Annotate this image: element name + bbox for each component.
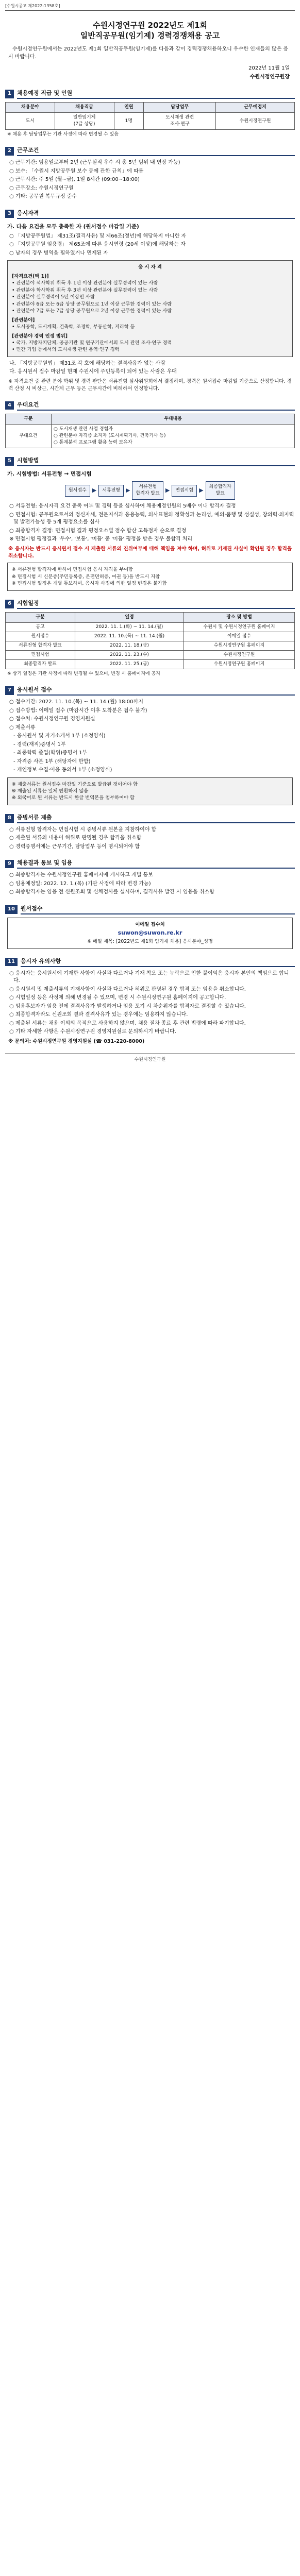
section-title: 증빙서류 제출 <box>17 814 295 823</box>
list-item: ○ 최종합격자는 임용 전 신원조회 및 신체검사를 실시하며, 결격사유 발견 시 임용을 취소함 <box>9 889 214 895</box>
table-cell: 2022. 11. 1.(화) ~ 11. 14.(월) <box>75 622 184 632</box>
section-number: 8 <box>5 814 14 823</box>
table-cell: 도시재생 관련 조사·연구 <box>144 113 216 130</box>
eligibility-box-title: 응 시 자 격 <box>138 264 162 270</box>
section-number: 10 <box>5 905 18 914</box>
table-header-row <box>6 612 295 622</box>
footer: 수원시정연구원 <box>5 1053 295 1063</box>
list-item: ○ 기타 자세한 사항은 수원시정연구원 경영지원실로 문의하시기 바랍니다. <box>9 1029 176 1035</box>
docs-list <box>5 826 295 851</box>
table-cell: 우대요건 <box>6 424 52 448</box>
table-cell: 공고 <box>6 622 75 632</box>
table-header-cell: 구분 <box>6 612 75 622</box>
table-header-cell: 일정 <box>75 612 184 622</box>
box-line: [관련분야 경력 인정 범위] <box>12 333 68 339</box>
table-cell: 수원시정연구원 홈페이지 <box>184 660 295 669</box>
list-item: ○ 서류전형 합격자는 면접시험 시 증빙서류 원본을 지참하여야 함 <box>9 826 157 833</box>
section-title: 우대요건 <box>17 401 295 411</box>
list-item: - 자격증 사본 1부 (해당자에 한함) <box>13 758 91 765</box>
section-number: 4 <box>5 401 14 410</box>
arrow-right-icon: ▶ <box>165 487 170 494</box>
recruit-note: ※ 채용 후 담당업무는 기관 사정에 따라 변경될 수 있음 <box>7 132 119 138</box>
section-title: 응시자 유의사항 <box>21 957 295 967</box>
section-9-heading <box>5 859 295 869</box>
list-item: - 개인정보 수집·이용 동의서 1부 (소정양식) <box>13 767 112 773</box>
box-line: • 관련분야 학사학위 취득 후 3년 이상 관련분야 실무경력이 있는 사람 <box>12 287 158 293</box>
list-item: ○ 근무기간: 임용일로부터 2년 (근무실적 우수 시 총 5년 범위 내 연장 가능) <box>9 160 180 166</box>
table-row <box>6 424 295 448</box>
table-cell: 수원시정연구원 <box>184 650 295 659</box>
list-item: ○ 제출된 서류의 내용이 허위로 판명될 경우 합격을 취소함 <box>9 835 142 841</box>
list-item: ○ 접수방법: 이메일 접수 (마감시간 이후 도착분은 접수 불가) <box>9 707 147 714</box>
list-item: ○ 제출서류 <box>9 724 36 731</box>
table-header-cell: 채용직급 <box>55 103 114 113</box>
list-item: 다. 응시원서 접수 마감일 현재 수원시에 주민등록이 되어 있는 사람은 우대 <box>9 369 177 375</box>
table-header-row <box>6 103 295 113</box>
table-cell: 서류전형 합격자 발표 <box>6 641 75 650</box>
table-row <box>6 622 295 632</box>
table-header-cell: 구분 <box>6 414 52 424</box>
eligibility-box <box>7 260 293 357</box>
section-11-heading <box>5 957 295 967</box>
page-title: 수원시정연구원 2022년도 제1회 일반직공무원(임기제) 경력경쟁채용 공고 <box>80 20 220 40</box>
box-line: ※ 외국어로 된 서류는 반드시 한글 번역본을 첨부하여야 함 <box>12 795 135 801</box>
box-line: • 관련분야 석사학위 취득 후 1년 이상 관련분야 실무경력이 있는 사람 <box>12 280 158 286</box>
table-cell: 도시 <box>6 113 55 130</box>
table-row <box>6 660 295 669</box>
email-address[interactable]: suwon@suwon.re.kr <box>118 929 182 937</box>
list-item: ○ 「지방공무원법」 제31조(결격사유) 및 제66조(정년)에 해당하지 아니한 자 <box>9 233 187 239</box>
box-line: • 관련분야 6급 또는 6급 상당 공무원으로 1년 이상 근무한 경력이 있는 사람 <box>12 301 172 307</box>
section-2-heading <box>5 146 295 156</box>
eligibility-note: ※ 자격요건 중 관련 분야 학위 및 경력 판단은 서류전형 심사위원회에서 결정하며, 경력은 원서접수 마감일 기준으로 산정합니다. 경력 산정 시 비상근, 시간제 근무 등은 근무시간에 비례하여 인정합니다. <box>8 378 292 392</box>
list-item: ○ 경력증명서에는 근무기간, 담당업무 등이 명시되어야 함 <box>9 843 140 850</box>
box-line: • 도시공학, 도시계획, 건축학, 조경학, 부동산학, 지리학 등 <box>12 324 135 330</box>
section-number: 3 <box>5 210 14 218</box>
list-item: - 경력(재직)증명서 1부 <box>13 741 66 748</box>
list-item: ○ 응시자는 응시원서에 기재한 사항이 사실과 다르거나 기재 착오 또는 누락으로 인한 불이익은 응시자 본인의 책임으로 합니다. <box>9 970 289 984</box>
table-cell: 면접시험 <box>6 650 75 659</box>
process-step: 면접시험 <box>172 485 197 497</box>
section-number: 1 <box>5 90 14 98</box>
exam-warning: ※ 응시자는 반드시 응시원서 접수 시 제출한 서류의 진위여부에 대해 책임을 져야 하며, 허위로 기재된 사실이 확인될 경우 합격을 취소합니다. <box>8 546 292 559</box>
email-label: 이메일 접수처 <box>135 921 165 927</box>
box-line: • 국가, 지방자치단체, 공공기관 및 연구기관에서의 도시 관련 조사·연구 경력 <box>12 340 172 346</box>
table-cell: 원서접수 <box>6 632 75 641</box>
list-item: - 최종학력 졸업(학위)증명서 1부 <box>13 750 88 756</box>
signer-name: 수원시정연구원장 <box>249 74 290 80</box>
section-title: 응시원서 접수 <box>17 686 295 696</box>
table-cell: 수원시정연구원 <box>216 113 295 130</box>
process-step: 서류전형 <box>98 485 124 497</box>
list-item: ○ 면접시험: 공무원으로서의 정신자세, 전문지식과 응용능력, 의사표현의 정확성과 논리성, 예의·품행 및 성실성, 창의력·의지력 및 발전가능성 등 5개 평정요소를 심사 <box>9 512 294 526</box>
section-title: 근무조건 <box>17 146 295 156</box>
section-title: 채용결과 통보 및 임용 <box>17 859 295 869</box>
section-5-heading <box>5 456 295 466</box>
list-item: ○ 기타: 공무원 복무규정 준수 <box>9 194 77 200</box>
table-row <box>6 641 295 650</box>
lead-paragraph: 수원시정연구원에서는 2022년도 제1회 일반직공무원(임기제)를 다음과 같이 경력경쟁채용하오니 우수한 인재들의 많은 응시 바랍니다. <box>8 46 289 60</box>
process-step: 서류전형 합격자 발표 <box>132 481 163 500</box>
section-title: 채용예정 직급 및 인원 <box>17 89 295 99</box>
list-item: ○ 임용예정일: 2022. 12. 1.(목) (기관 사정에 따라 변경 가능) <box>9 880 151 887</box>
eligibility-list <box>5 233 295 258</box>
schedule-note: ※ 상기 일정은 기관 사정에 따라 변경될 수 있으며, 변경 시 홈페이지에 공지 <box>7 671 160 677</box>
list-item: ○ 접수기간: 2022. 11. 10.(목) ~ 11. 14.(월) 18:00까지 <box>9 699 143 705</box>
notice-date: 2022년 11월 1일 <box>248 65 290 72</box>
apply-list <box>5 699 295 774</box>
recruit-table <box>5 102 295 130</box>
list-item: ○ 서류전형: 응시자격 요건 충족 여부 및 경력 등을 심사하여 채용예정인원의 5배수 이내 합격자 결정 <box>9 503 236 510</box>
document-page <box>0 0 300 1074</box>
conditions-list <box>5 159 295 201</box>
exam-list <box>5 503 295 544</box>
email-note: ※ 메일 제목: [2022년도 제1회 임기제 채용] 응시분야_성명 <box>87 939 213 945</box>
process-step: 최종합격자 발표 <box>206 481 235 500</box>
list-item: ○ 「지방공무원 임용령」 제65조에 따른 응시연령 (20세 이상)에 해당하는 자 <box>9 242 186 248</box>
list-item: - 응시원서 및 자기소개서 1부 (소정양식) <box>13 733 106 739</box>
table-cell: 일반임기제 (7급 상당) <box>55 113 114 130</box>
box-line: [자격요건(택 1)] <box>12 273 49 279</box>
box-line: ※ 서류전형 합격자에 한하여 면접시험 응시 자격을 부여함 <box>12 567 134 573</box>
title-box <box>5 20 295 41</box>
arrow-right-icon: ▶ <box>126 487 130 494</box>
table-cell: 2022. 11. 10.(목) ~ 11. 14.(월) <box>75 632 184 641</box>
list-item: ○ 임용후보자가 임용 전에 결격사유가 발생하거나 임용 포기 시 차순위자를 합격자로 결정할 수 있습니다. <box>9 1003 246 1009</box>
eligibility-after-list <box>5 360 295 376</box>
list-item: ○ 최종합격자 결정: 면접시험 결과 평정요소별 점수 합산 고득점자 순으로 결정 <box>9 528 187 534</box>
section-title: 시험일정 <box>17 599 295 609</box>
box-line: [관련분야] <box>12 317 35 323</box>
process-steps <box>7 481 293 500</box>
section-title: 응시자격 <box>17 209 295 219</box>
table-cell: 수원시정연구원 홈페이지 <box>184 641 295 650</box>
list-item: ○ 보수: 「수원시 지방공무원 보수 등에 관한 규칙」에 따름 <box>9 168 144 174</box>
section-number: 11 <box>5 958 18 967</box>
table-header-cell: 담당업무 <box>144 103 216 113</box>
table-cell: 1명 <box>114 113 144 130</box>
section-number: 6 <box>5 600 14 608</box>
eligibility-intro: 가. 다음 요건을 모두 충족한 자 (원서접수 마감일 기준) <box>7 223 139 230</box>
list-item: ○ 남자의 경우 병역을 필하였거나 면제된 자 <box>9 250 109 256</box>
box-line: ※ 제출서류는 원서접수 마감일 기준으로 발급된 것이어야 함 <box>12 781 138 787</box>
list-item: ○ 제출된 서류는 채용 이외의 목적으로 사용하지 않으며, 채용 절차 종료 후 관련 법령에 따라 파기합니다. <box>9 1020 246 1026</box>
box-line: ※ 면접시험 일정은 개별 통보하며, 응시자 사정에 의한 일정 변경은 불가함 <box>12 581 167 587</box>
box-line: • 관련분야 실무경력이 5년 이상인 사람 <box>12 294 95 300</box>
table-row <box>6 650 295 659</box>
arrow-right-icon: ▶ <box>92 487 97 494</box>
table-cell: 수원시 및 수원시정연구원 홈페이지 <box>184 622 295 632</box>
list-item: ○ 시험일정 등은 사정에 의해 변경될 수 있으며, 변경 시 수원시정연구원 홈페이지에 공고합니다. <box>9 995 226 1001</box>
result-list <box>5 872 295 896</box>
table-header-cell: 장소 및 방법 <box>184 612 295 622</box>
section-3-heading <box>5 209 295 219</box>
section-6-heading <box>5 599 295 609</box>
list-item: ○ 근무장소: 수원시정연구원 <box>9 185 74 191</box>
table-header-cell: 근무예정지 <box>216 103 295 113</box>
table-header-cell: 인원 <box>114 103 144 113</box>
box-line: ※ 제출된 서류는 일체 반환하지 않음 <box>12 788 89 794</box>
list-item: ○ 최종합격자라도 신원조회 결과 결격사유가 있는 경우에는 임용하지 않습니다. <box>9 1012 188 1018</box>
apply-box <box>7 777 293 805</box>
table-cell: 2022. 11. 18.(금) <box>75 641 184 650</box>
table-cell: 2022. 11. 23.(수) <box>75 650 184 659</box>
section-8-heading <box>5 814 295 823</box>
exam-box <box>7 563 293 590</box>
box-line: ※ 면접시험 시 신분증(주민등록증, 운전면허증, 여권 등)을 반드시 지참 <box>12 573 160 580</box>
preference-table <box>5 414 295 448</box>
signature-block <box>10 65 290 81</box>
box-line: • 관련분야 7급 또는 7급 상당 공무원으로 2년 이상 근무한 경력이 있는 사람 <box>12 308 172 314</box>
list-item: ○ 응시원서 및 제출서류의 기재사항이 사실과 다르거나 허위로 판명된 경우 합격 또는 임용을 취소합니다. <box>9 986 246 992</box>
caution-list <box>5 970 295 1036</box>
notice-number: [수원시공고 제2022-1358호] <box>5 4 60 8</box>
table-cell: 2022. 11. 25.(금) <box>75 660 184 669</box>
list-item: 나. 「지방공무원법」 제31조 각 호에 해당하는 결격사유가 없는 사람 <box>9 360 165 366</box>
table-row <box>6 113 295 130</box>
document-header <box>5 3 295 11</box>
section-number: 2 <box>5 147 14 156</box>
list-item: ○ 접수처: 수원시정연구원 경영지원실 <box>9 716 95 722</box>
list-item: ○ 근무시간: 주 5일 (월~금), 1일 8시간 (09:00~18:00) <box>9 177 140 183</box>
table-header-row <box>6 414 295 424</box>
list-item: ※ 면접시험 평정결과 '우수', '보통', '미흡' 중 '미흡' 평정을 받은 경우 불합격 처리 <box>9 536 193 543</box>
section-number: 5 <box>5 457 14 466</box>
email-box <box>7 918 293 949</box>
section-number: 9 <box>5 860 14 869</box>
table-row <box>6 632 295 641</box>
list-item: ○ 최종합격자는 수원시정연구원 홈페이지에 게시하고 개별 통보 <box>9 872 153 878</box>
table-header-cell: 우대내용 <box>52 414 295 424</box>
section-1-heading <box>5 89 295 99</box>
arrow-right-icon: ▶ <box>199 487 204 494</box>
table-cell: ○ 도시재생 관련 사업 경험자 ○ 관련분야 자격증 소지자 (도시계획기사, 건축기사 등) ○ 통계분석 프로그램 활용 능력 보유자 <box>52 424 295 448</box>
section-number: 7 <box>5 686 14 695</box>
process-step: 원서접수 <box>65 485 90 497</box>
table-cell: 이메일 접수 <box>184 632 295 641</box>
table-header-cell: 채용분야 <box>6 103 55 113</box>
section-title: 원서접수 <box>21 905 295 914</box>
table-cell: 최종합격자 발표 <box>6 660 75 669</box>
contact-info: ※ 문의처: 수원시정연구원 경영지원실 (☎ 031-220-8000) <box>8 1038 145 1044</box>
section-7-heading <box>5 686 295 696</box>
exam-method-intro: 가. 시험방법: 서류전형 → 면접시험 <box>7 470 92 477</box>
section-10-heading <box>5 905 295 914</box>
section-4-heading <box>5 401 295 411</box>
box-line: • 민간 기업 등에서의 도시재생 관련 용역·연구 경력 <box>12 347 120 353</box>
schedule-table <box>5 612 295 669</box>
section-title: 시험방법 <box>17 456 295 466</box>
